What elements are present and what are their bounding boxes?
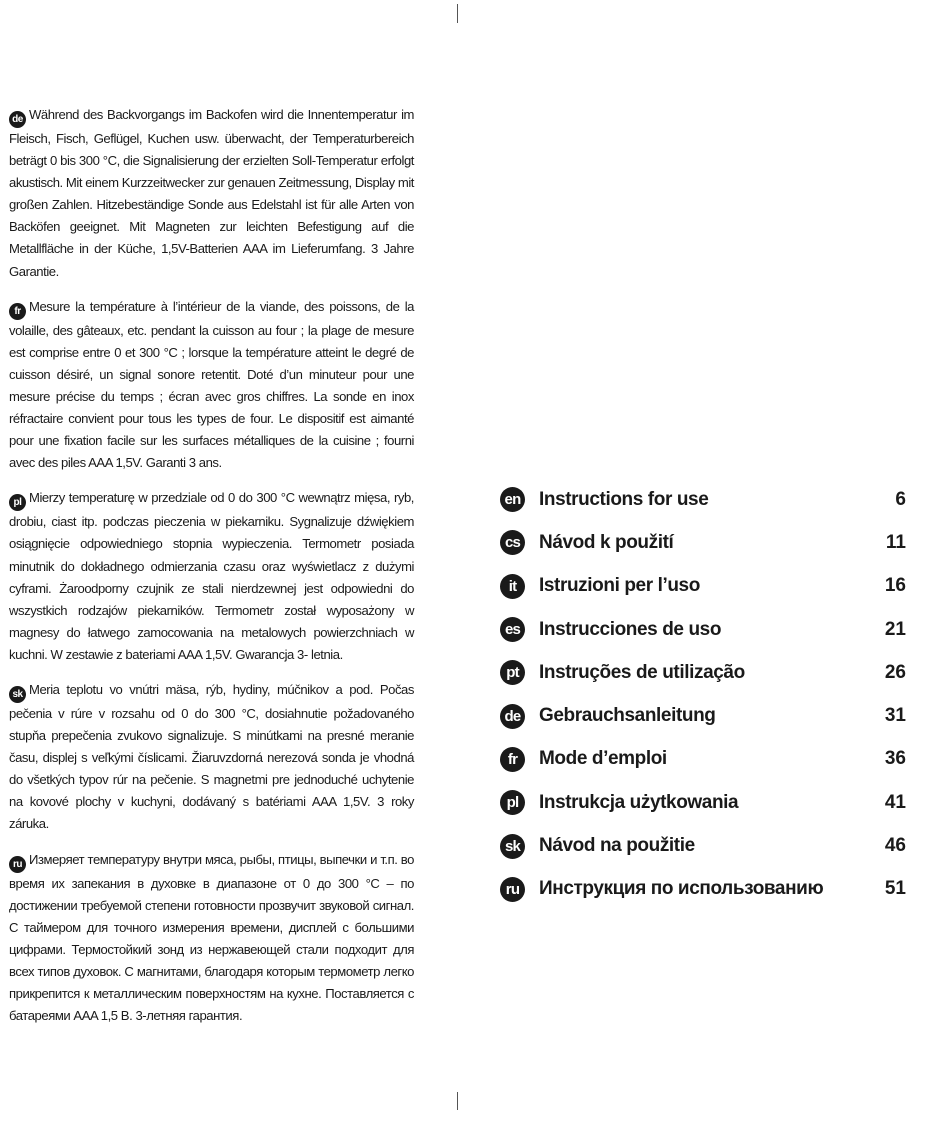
description-sk	[9, 679, 414, 836]
toc-page-number: 36	[884, 748, 906, 770]
toc-title: Instrucciones de uso	[539, 618, 722, 640]
toc-title: Mode d’emploi	[539, 748, 667, 770]
product-descriptions	[9, 104, 414, 1040]
language-badge-ru: ru	[500, 877, 525, 902]
language-badge-sk: sk	[500, 834, 525, 859]
toc-title: Instruções de utilização	[539, 661, 745, 683]
toc-entry-it[interactable]	[500, 565, 906, 608]
toc-title: Instructions for use	[539, 488, 709, 510]
toc-page-number: 26	[884, 661, 906, 683]
toc-page-number: 41	[884, 791, 906, 813]
toc-page-number: 16	[884, 575, 906, 597]
description-ru	[9, 849, 414, 1028]
toc-entry-sk[interactable]	[500, 824, 906, 867]
toc-entry-en[interactable]	[500, 478, 906, 521]
toc-entry-ru[interactable]	[500, 868, 906, 911]
toc-entry-es[interactable]	[500, 608, 906, 651]
toc-entry-de[interactable]	[500, 694, 906, 737]
language-badge-fr: fr	[500, 747, 525, 772]
description-pl	[9, 487, 414, 666]
toc-page-number: 31	[884, 705, 906, 727]
description-fr	[9, 296, 414, 475]
toc-title: Návod na použitie	[539, 835, 695, 857]
crop-mark-top	[457, 4, 458, 23]
toc-entry-cs[interactable]	[500, 521, 906, 564]
language-badge-pl: pl	[500, 790, 525, 815]
description-text-de: Während des Backvorgangs im Backofen wird die Innentemperatur im Fleisch, Fisch, Geflügel, Kuchen usw. überwacht, der Temperaturbereich beträgt 0 bis 300 °C, die Signalisierung der erzielten Soll-Temperatur erfolgt akustisch. Mit einem Kurzzeitwecker zur genauen Zeitmessung, Display mit großen Zahlen. Hitzebeständige Sonde aus Edelstahl ist für alle Arten von Backöfen geeignet. Mit Magneten zur leichten Befestigung auf die Metallfläche in der Küche, 1,5V-Batterien AAA im Lieferumfang. 3 Jahre Garantie.	[9, 107, 414, 279]
toc-title: Istruzioni per l’uso	[539, 575, 700, 597]
language-badge-ru: ru	[9, 856, 26, 873]
toc-title: Инструкция по использованию	[539, 878, 824, 900]
description-text-pl: Mierzy temperaturę w przedziale od 0 do 300 °C wewnątrz mięsa, ryb, drobiu, ciast itp. podczas pieczenia w piekarniku. Sygnalizuje dźwiękiem osiągnięcie odpowiedniego stopnia wypieczenia. Termometr posiada minutnik do dokładnego odmierzania czasu oraz wyświetlacz z dużymi cyframi. Żaroodporny czujnik ze stali nierdzewnej jest odpowiedni do wszystkich rodzajów piekarników. Termometr został wyposażony w magnesy do łatwego zamocowania na metalowych powierzchniach w kuchni. W zestawie z bateriami AAA 1,5V. Gwarancja 3- letnia.	[9, 490, 414, 662]
toc-page-number: 46	[884, 835, 906, 857]
language-badge-de: de	[9, 111, 26, 128]
language-badge-cs: cs	[500, 530, 525, 555]
language-badge-es: es	[500, 617, 525, 642]
toc-entry-pl[interactable]	[500, 781, 906, 824]
toc-page-number: 6	[895, 488, 906, 510]
toc-entry-pt[interactable]	[500, 651, 906, 694]
toc-title: Gebrauchsanleitung	[539, 705, 716, 727]
language-badge-sk: sk	[9, 686, 26, 703]
language-badge-fr: fr	[9, 303, 26, 320]
description-text-ru: Измеряет температуру внутри мяса, рыбы, птицы, выпечки и т.п. во время их запекания в духовке в диапазоне от 0 до 300 °C – по достижении требуемой степени готовности прозвучит звуковой сигнал. С таймером для точного измерения времени, дисплей с большими цифрами. Термостойкий зонд из нержавеющей стали подходит для всех типов духовок. С магнитами, благодаря которым термометр легко прикрепится к металлическим поверхностям на кухне. Поставляется с батареями AAA 1,5 В. 3-летняя гарантия.	[9, 851, 414, 1024]
language-badge-pl: pl	[9, 494, 26, 511]
toc-title: Instrukcja użytkowania	[539, 791, 739, 813]
table-of-contents	[500, 478, 906, 911]
language-badge-en: en	[500, 487, 525, 512]
language-badge-de: de	[500, 704, 525, 729]
language-badge-it: it	[500, 574, 525, 599]
toc-page-number: 11	[885, 531, 906, 553]
toc-page-number: 21	[884, 618, 906, 640]
description-text-sk: Meria teplotu vo vnútri mäsa, rýb, hydiny, múčnikov a pod. Počas pečenia v rúre v rozsahu od 0 do 300 °C, dosiahnutie požadovaného stupňa prepečenia zvukovo signalizuje. S minútkami na presné meranie času, displej s veľkými číslicami. Žiaruvzdorná nerezová sonda je vhodná do všetkých typov rúr na pečenie. S magnetmi pre jednoduché uchytenie na kovové plochy v kuchyni, dodávaný s batériami AAA 1,5V. 3 roky záruka.	[9, 681, 414, 832]
toc-title: Návod k použití	[539, 531, 674, 553]
toc-page-number: 51	[884, 878, 906, 900]
description-de	[9, 104, 414, 283]
language-badge-pt: pt	[500, 660, 525, 685]
crop-mark-bottom	[457, 1092, 458, 1110]
description-text-fr: Mesure la température à l’intérieur de la viande, des poissons, de la volaille, des gâteaux, etc. pendant la cuisson au four ; la plage de mesure est comprise entre 0 et 300 °C ; lorsque la température atteint le degré de cuisson désiré, un signal sonore retentit. Doté d’un minuteur pour une mesure précise du temps ; écran avec gros chiffres. La sonde en inox réfractaire convient pour tous les types de four. Le dispositif est aimanté pour une fixation facile sur les surfaces métalliques de la cuisine ; fourni avec des piles AAA 1,5V. Garanti 3 ans.	[9, 298, 414, 471]
toc-entry-fr[interactable]	[500, 738, 906, 781]
